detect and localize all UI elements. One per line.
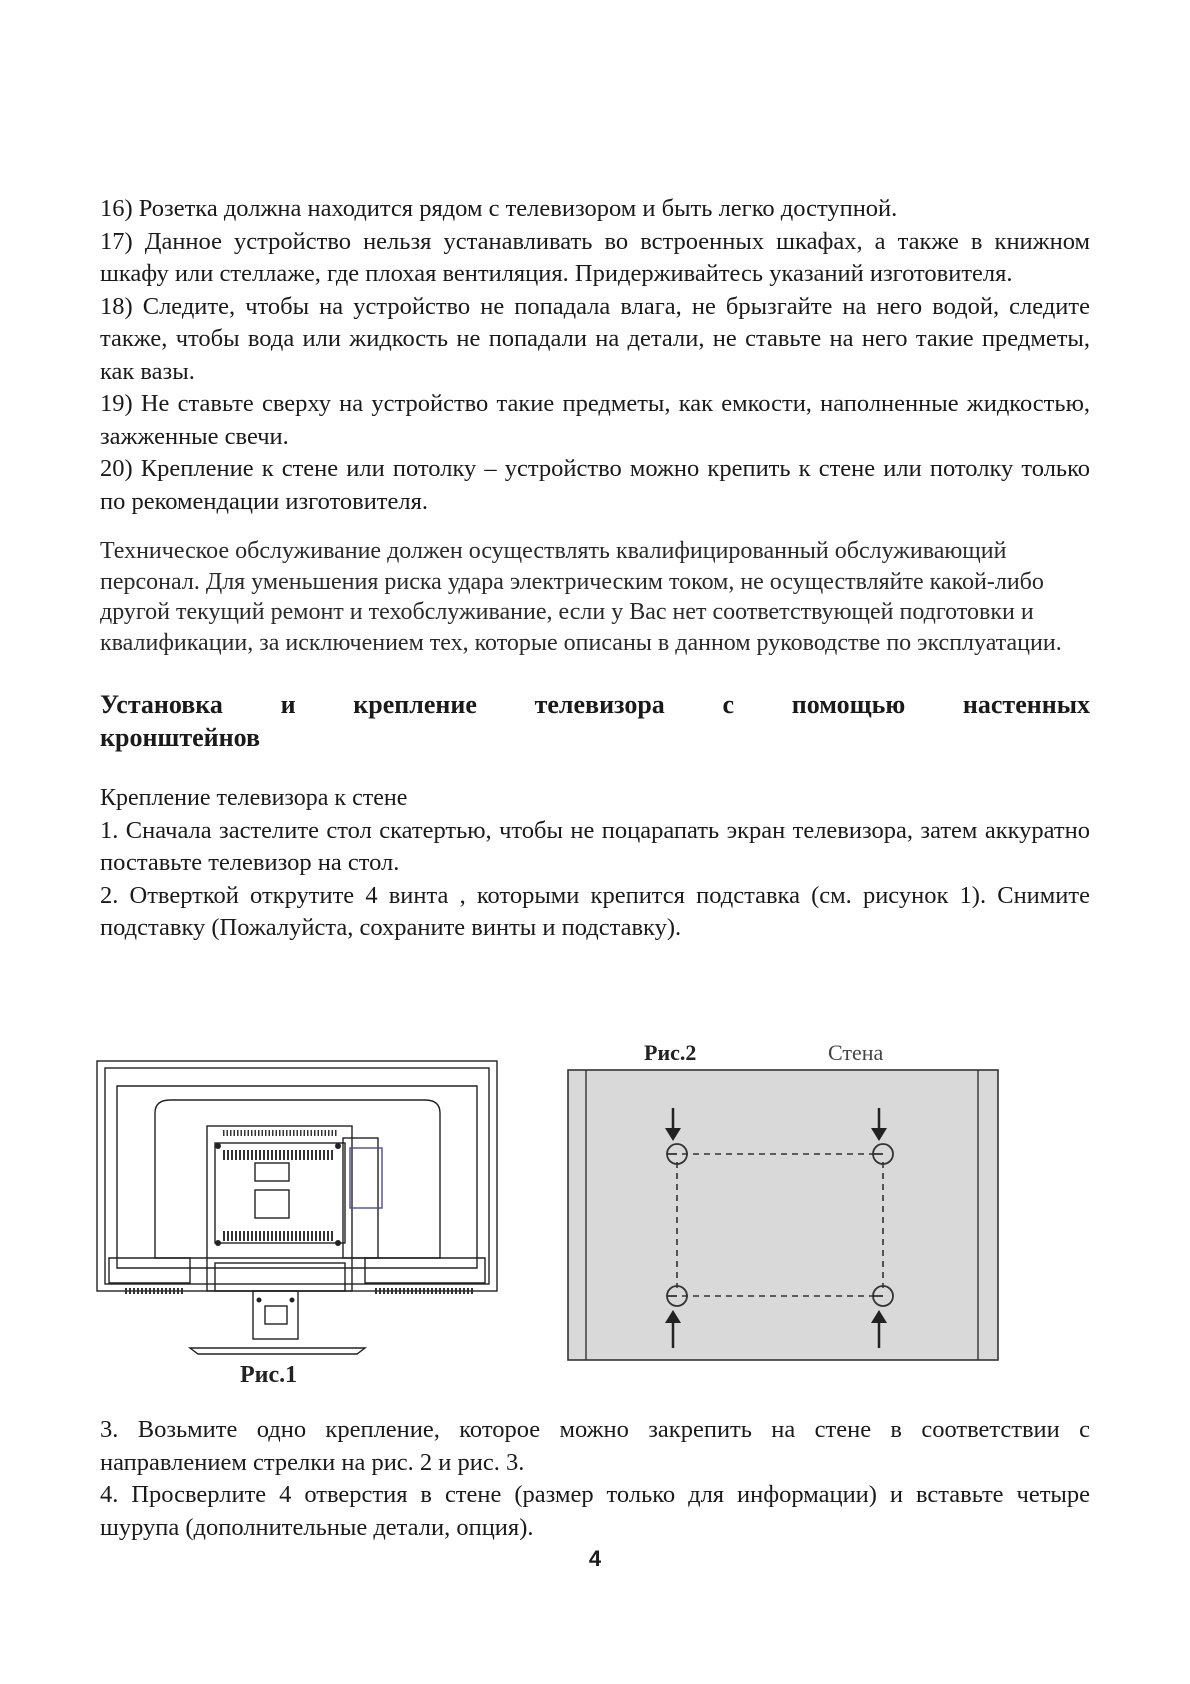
safety-item-19: 19) Не ставьте сверху на устройство такие предметы, как емкости, наполненные жидкостью, зажженные свечи.	[100, 390, 1090, 450]
step-1: 1. Сначала застелите стол скатертью, чтобы не поцарапать экран телевизора, затем аккуратно поставьте телевизор на стол.	[100, 816, 1090, 876]
maintenance-note: Техническое обслуживание должен осуществлять квалифицированный обслуживающий персонал. Для уменьшения риска удара электрическим током, не осуществляйте какой-либо другой текущий ремонт и техобслуживание, если у Вас нет соответствующей подготовки и квалификации, за исключением тех, которые описаны в данном руководстве по эксплуатации.	[100, 538, 1062, 656]
subheading: Крепление телевизора к стене	[100, 785, 408, 811]
step-4: 4. Просверлите 4 отверстия в стене (размер только для информации) и вставьте четыре шурупа (дополнительные детали, опция).	[100, 1481, 1090, 1541]
figure-2-wall-label: Стена	[828, 1040, 884, 1065]
safety-item-16: 16) Розетка должна находится рядом с телевизором и быть легко доступной.	[100, 195, 898, 222]
safety-item-17: 17) Данное устройство нельзя устанавливать во встроенных шкафах, а также в книжном шкафу или стеллаже, где плохая вентиляция. Придерживайтесь указаний изготовителя.	[100, 227, 1090, 287]
step-3: 3. Возьмите одно крепление, которое можно закрепить на стене в соответствии с направлением стрелки на рис. 2 и рис. 3.	[100, 1416, 1090, 1476]
page-body	[100, 193, 1090, 945]
figures-row	[0, 1038, 1190, 1398]
section-heading	[100, 688, 1090, 754]
safety-item-20: 20) Крепление к стене или потолку – устройство можно крепить к стене или потолку только по рекомендации изготовителя.	[100, 455, 1090, 515]
figure-2-wall-diagram	[566, 1038, 1006, 1378]
section-heading-line1: Установка и крепление телевизора с помощью настенных	[100, 690, 1090, 719]
section-heading-line2: кронштейнов	[100, 723, 261, 752]
page-number: 4	[588, 1546, 602, 1571]
figure-1-label: Рис.1	[240, 1362, 298, 1388]
safety-item-18: 18) Следите, чтобы на устройство не попадала влага, не брызгайте на него водой, следите также, чтобы вода или жидкость не попадали на детали, не ставьте на него такие предметы, как вазы.	[100, 292, 1090, 385]
steps-after-figures	[100, 1414, 1090, 1544]
figure-1-tv-back	[95, 1058, 500, 1398]
step-2: 2. Отверткой открутите 4 винта , которыми крепится подставка (см. рисунок 1). Снимите подставку (Пожалуйста, сохраните винты и подставку).	[100, 881, 1090, 941]
figure-2-label: Рис.2	[644, 1040, 697, 1065]
